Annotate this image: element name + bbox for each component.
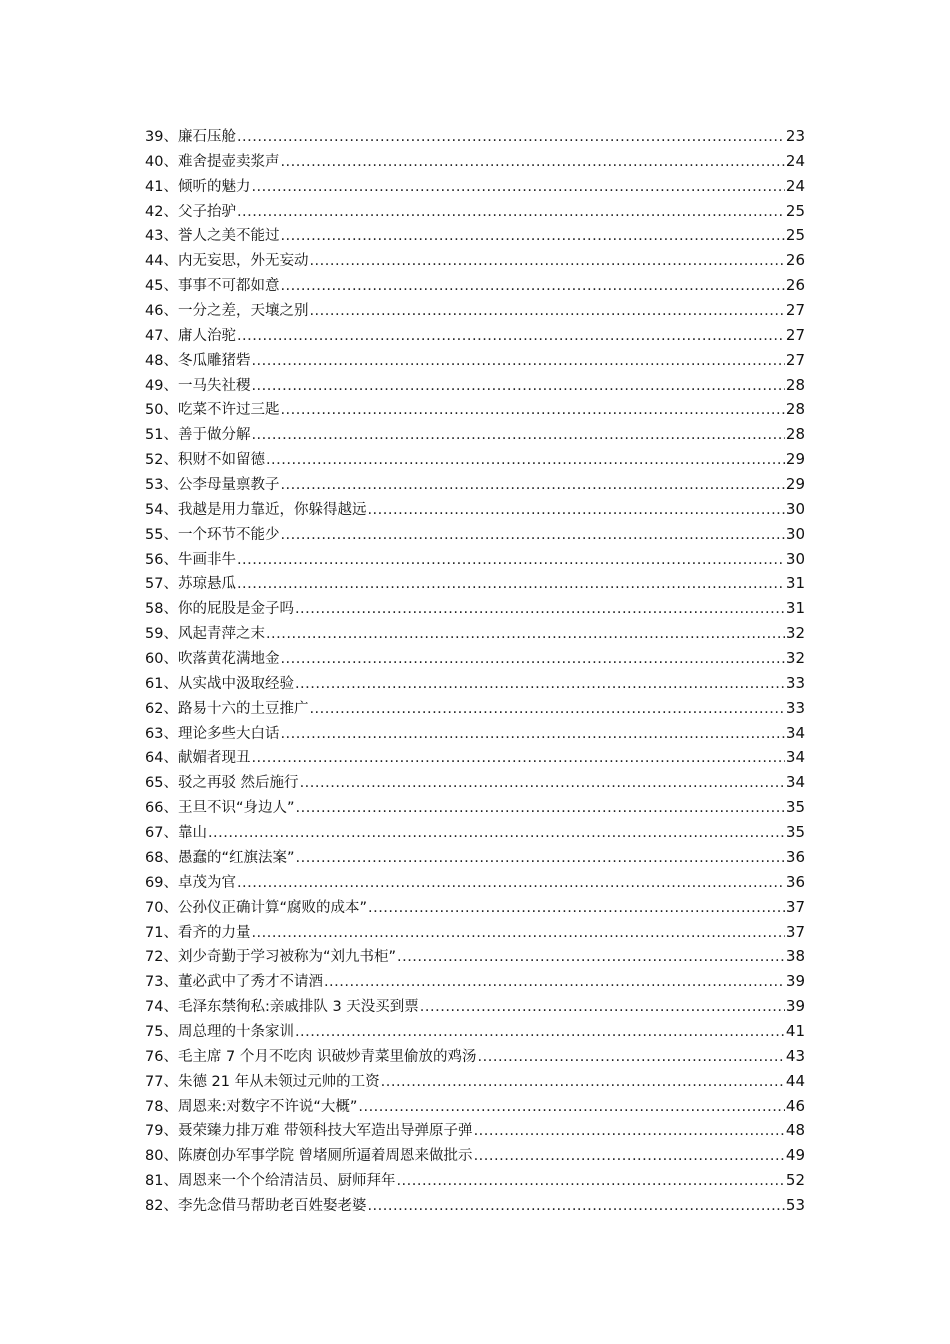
dot-leader xyxy=(251,423,784,448)
toc-entry-title: 53、公李母量禀教子 xyxy=(145,477,280,494)
toc-entry-page-number: 39 xyxy=(785,997,805,1016)
dot-leader xyxy=(324,970,785,995)
toc-entry-title: 55、一个环节不能少 xyxy=(145,526,280,543)
toc-entry[interactable] xyxy=(145,1069,805,1094)
toc-entry[interactable] xyxy=(145,547,805,572)
toc-entry-page-number: 31 xyxy=(785,574,805,593)
toc-entry-title: 46、一分之差，天壤之别 xyxy=(145,303,309,320)
toc-entry[interactable] xyxy=(145,522,805,547)
dot-leader xyxy=(396,1169,784,1194)
toc-entry-title: 43、誉人之美不能过 xyxy=(145,228,280,245)
toc-entry-page-number: 28 xyxy=(785,425,805,444)
toc-entry[interactable] xyxy=(145,497,805,522)
toc-entry-page-number: 27 xyxy=(785,350,805,369)
dot-leader xyxy=(367,498,784,523)
toc-entry[interactable] xyxy=(145,1118,805,1143)
toc-entry-title: 65、驳之再驳 然后施行 xyxy=(145,775,299,792)
dot-leader xyxy=(368,896,785,921)
toc-entry-page-number: 35 xyxy=(785,823,805,842)
toc-entry-page-number: 24 xyxy=(785,151,805,170)
dot-leader xyxy=(295,597,785,622)
toc-entry-page-number: 49 xyxy=(785,1146,805,1165)
toc-entry-title: 54、我越是用力靠近，你躲得越远 xyxy=(145,501,367,518)
toc-entry-title: 73、董必武中了秀才不请酒 xyxy=(145,974,323,991)
dot-leader xyxy=(280,150,784,175)
dot-leader xyxy=(251,921,784,946)
toc-entry-title: 78、周恩来:对数字不许说“大概” xyxy=(145,1098,358,1115)
toc-entry-title: 63、理论多些大白话 xyxy=(145,725,280,742)
toc-entry-title: 40、难舍提壶卖浆声 xyxy=(145,153,280,170)
toc-entry-title: 39、廉石压舱 xyxy=(145,129,236,145)
toc-entry[interactable] xyxy=(145,621,805,646)
toc-entry-title: 60、吹落黄花满地金 xyxy=(145,651,280,668)
toc-entry-page-number: 25 xyxy=(785,226,805,245)
toc-entry[interactable] xyxy=(145,646,805,671)
toc-entry-page-number: 23 xyxy=(785,127,805,145)
toc-entry[interactable] xyxy=(145,870,805,895)
toc-entry-title: 51、善于做分解 xyxy=(145,427,251,444)
dot-leader xyxy=(237,125,785,150)
toc-entry-page-number: 28 xyxy=(785,400,805,419)
dot-leader xyxy=(237,572,785,597)
toc-entry-title: 41、倾听的魅力 xyxy=(145,178,251,195)
toc-entry-page-number: 30 xyxy=(785,499,805,518)
dot-leader xyxy=(251,746,784,771)
toc-entry-title: 79、聂荣臻力排万难 带领科技大军造出导弹原子弹 xyxy=(145,1123,473,1140)
toc-entry-page-number: 26 xyxy=(785,276,805,295)
dot-leader xyxy=(295,672,785,697)
dot-leader xyxy=(237,200,785,225)
toc-entry[interactable] xyxy=(145,273,805,298)
toc-entry-page-number: 37 xyxy=(785,897,805,916)
toc-entry[interactable] xyxy=(145,671,805,696)
toc-entry-title: 64、献媚者现丑 xyxy=(145,750,251,767)
toc-entry-title: 72、刘少奇勤于学习被称为“刘九书柜” xyxy=(145,949,396,966)
toc-entry[interactable] xyxy=(145,447,805,472)
toc-entry[interactable] xyxy=(145,348,805,373)
toc-entry-page-number: 27 xyxy=(785,325,805,344)
dot-leader xyxy=(300,771,785,796)
toc-entry-title: 77、朱德 21 年从未领过元帅的工资 xyxy=(145,1073,380,1090)
toc-entry[interactable] xyxy=(145,820,805,845)
dot-leader xyxy=(237,548,785,573)
dot-leader xyxy=(309,697,784,722)
toc-entry[interactable] xyxy=(145,1193,805,1218)
table-of-contents xyxy=(145,124,805,1218)
toc-entry-page-number: 33 xyxy=(785,673,805,692)
toc-entry-page-number: 36 xyxy=(785,847,805,866)
toc-entry[interactable] xyxy=(145,397,805,422)
toc-entry-title: 76、毛主席 7 个月不吃肉 识破炒青菜里偷放的鸡汤 xyxy=(145,1048,477,1065)
dot-leader xyxy=(266,448,785,473)
toc-entry[interactable] xyxy=(145,895,805,920)
toc-entry-page-number: 32 xyxy=(785,649,805,668)
toc-entry[interactable] xyxy=(145,373,805,398)
toc-entry-page-number: 39 xyxy=(785,972,805,991)
dot-leader xyxy=(208,821,785,846)
dot-leader xyxy=(309,299,784,324)
toc-entry[interactable] xyxy=(145,199,805,224)
toc-entry[interactable] xyxy=(145,323,805,348)
dot-leader xyxy=(280,722,784,747)
toc-entry[interactable] xyxy=(145,845,805,870)
dot-leader xyxy=(251,175,784,200)
toc-entry-page-number: 34 xyxy=(785,748,805,767)
toc-entry-page-number: 34 xyxy=(785,723,805,742)
toc-entry[interactable] xyxy=(145,124,805,149)
toc-entry-title: 66、王旦不识“身边人” xyxy=(145,800,295,817)
toc-entry-page-number: 46 xyxy=(785,1096,805,1115)
toc-entry-page-number: 25 xyxy=(785,201,805,220)
toc-entry[interactable] xyxy=(145,1094,805,1119)
toc-entry-title: 80、陈赓创办军事学院 曾堵厕所逼着周恩来做批示 xyxy=(145,1148,473,1165)
dot-leader xyxy=(266,622,785,647)
toc-entry-page-number: 31 xyxy=(785,599,805,618)
dot-leader xyxy=(251,349,784,374)
dot-leader xyxy=(309,249,784,274)
toc-entry[interactable] xyxy=(145,944,805,969)
toc-entry-page-number: 28 xyxy=(785,375,805,394)
toc-entry[interactable] xyxy=(145,994,805,1019)
toc-entry[interactable] xyxy=(145,1168,805,1193)
toc-entry[interactable] xyxy=(145,969,805,994)
toc-entry-title: 75、周总理的十条家训 xyxy=(145,1023,294,1040)
dot-leader xyxy=(280,224,784,249)
toc-entry-page-number: 36 xyxy=(785,872,805,891)
toc-entry-page-number: 44 xyxy=(785,1071,805,1090)
toc-entry-title: 50、吃菜不许过三匙 xyxy=(145,402,280,419)
toc-entry[interactable] xyxy=(145,721,805,746)
toc-entry-page-number: 24 xyxy=(785,176,805,195)
toc-entry-title: 82、李先念借马帮助老百姓娶老婆 xyxy=(145,1197,367,1214)
dot-leader xyxy=(474,1144,785,1169)
toc-entry-title: 47、庸人治驼 xyxy=(145,327,236,344)
dot-leader xyxy=(280,647,784,672)
toc-entry[interactable] xyxy=(145,770,805,795)
toc-entry-title: 57、苏琼悬瓜 xyxy=(145,576,236,593)
toc-entry-title: 61、从实战中汲取经验 xyxy=(145,675,294,692)
toc-entry[interactable] xyxy=(145,149,805,174)
toc-entry-title: 81、周恩来一个个给清洁员、厨师拜年 xyxy=(145,1173,396,1190)
dot-leader xyxy=(280,523,784,548)
toc-entry-title: 74、毛泽东禁徇私:亲戚排队 3 天没买到票 xyxy=(145,999,419,1016)
toc-entry[interactable] xyxy=(145,174,805,199)
toc-entry[interactable] xyxy=(145,696,805,721)
dot-leader xyxy=(280,473,784,498)
toc-entry-page-number: 29 xyxy=(785,475,805,494)
toc-entry-title: 44、内无妄思，外无妄动 xyxy=(145,253,309,270)
dot-leader xyxy=(251,374,784,399)
dot-leader xyxy=(237,871,785,896)
toc-entry[interactable] xyxy=(145,248,805,273)
dot-leader xyxy=(397,945,785,970)
toc-entry-page-number: 43 xyxy=(785,1046,805,1065)
toc-entry-page-number: 33 xyxy=(785,698,805,717)
dot-leader xyxy=(237,324,785,349)
dot-leader xyxy=(420,995,785,1020)
toc-entry-title: 48、冬瓜雕猪砦 xyxy=(145,352,251,369)
toc-entry-title: 42、父子抬驴 xyxy=(145,203,236,220)
toc-entry-title: 71、看齐的力量 xyxy=(145,924,251,941)
toc-entry-page-number: 38 xyxy=(785,947,805,966)
dot-leader xyxy=(478,1045,785,1070)
toc-entry[interactable] xyxy=(145,571,805,596)
toc-entry-page-number: 29 xyxy=(785,450,805,469)
dot-leader xyxy=(295,1020,785,1045)
toc-entry-title: 62、路易十六的土豆推广 xyxy=(145,700,309,717)
dot-leader xyxy=(280,274,784,299)
toc-entry-title: 58、你的屁股是金子吗 xyxy=(145,601,294,618)
toc-entry-title: 52、积财不如留德 xyxy=(145,452,265,469)
dot-leader xyxy=(358,1095,785,1120)
toc-entry-page-number: 41 xyxy=(785,1021,805,1040)
toc-entry[interactable] xyxy=(145,1044,805,1069)
toc-entry-title: 69、卓茂为官 xyxy=(145,874,236,891)
toc-entry-page-number: 48 xyxy=(785,1121,805,1140)
toc-entry-page-number: 37 xyxy=(785,922,805,941)
toc-entry[interactable] xyxy=(145,1143,805,1168)
toc-entry[interactable] xyxy=(145,422,805,447)
toc-entry[interactable] xyxy=(145,1019,805,1044)
toc-entry-page-number: 34 xyxy=(785,773,805,792)
toc-entry-page-number: 53 xyxy=(785,1195,805,1214)
toc-entry[interactable] xyxy=(145,920,805,945)
toc-entry[interactable] xyxy=(145,298,805,323)
toc-entry[interactable] xyxy=(145,596,805,621)
dot-leader xyxy=(295,846,784,871)
toc-entry[interactable] xyxy=(145,223,805,248)
toc-entry-page-number: 30 xyxy=(785,524,805,543)
toc-entry-page-number: 32 xyxy=(785,624,805,643)
toc-entry-page-number: 26 xyxy=(785,251,805,270)
toc-entry[interactable] xyxy=(145,745,805,770)
toc-entry-page-number: 30 xyxy=(785,549,805,568)
dot-leader xyxy=(367,1194,784,1219)
dot-leader xyxy=(474,1119,785,1144)
toc-entry-title: 56、牛画非牛 xyxy=(145,551,236,568)
toc-entry-page-number: 52 xyxy=(785,1171,805,1190)
dot-leader xyxy=(280,398,784,423)
dot-leader xyxy=(381,1070,785,1095)
toc-entry[interactable] xyxy=(145,472,805,497)
toc-entry-title: 45、事事不可都如意 xyxy=(145,278,280,295)
toc-entry-page-number: 35 xyxy=(785,798,805,817)
toc-entry-title: 59、风起青萍之末 xyxy=(145,626,265,643)
toc-entry-title: 68、愚蠢的“红旗法案” xyxy=(145,849,295,866)
toc-entry-title: 67、靠山 xyxy=(145,825,207,842)
toc-entry-title: 70、公孙仪正确计算“腐败的成本” xyxy=(145,899,367,916)
toc-entry-title: 49、一马失社稷 xyxy=(145,377,251,394)
toc-entry-page-number: 27 xyxy=(785,301,805,320)
dot-leader xyxy=(295,796,784,821)
toc-entry[interactable] xyxy=(145,795,805,820)
